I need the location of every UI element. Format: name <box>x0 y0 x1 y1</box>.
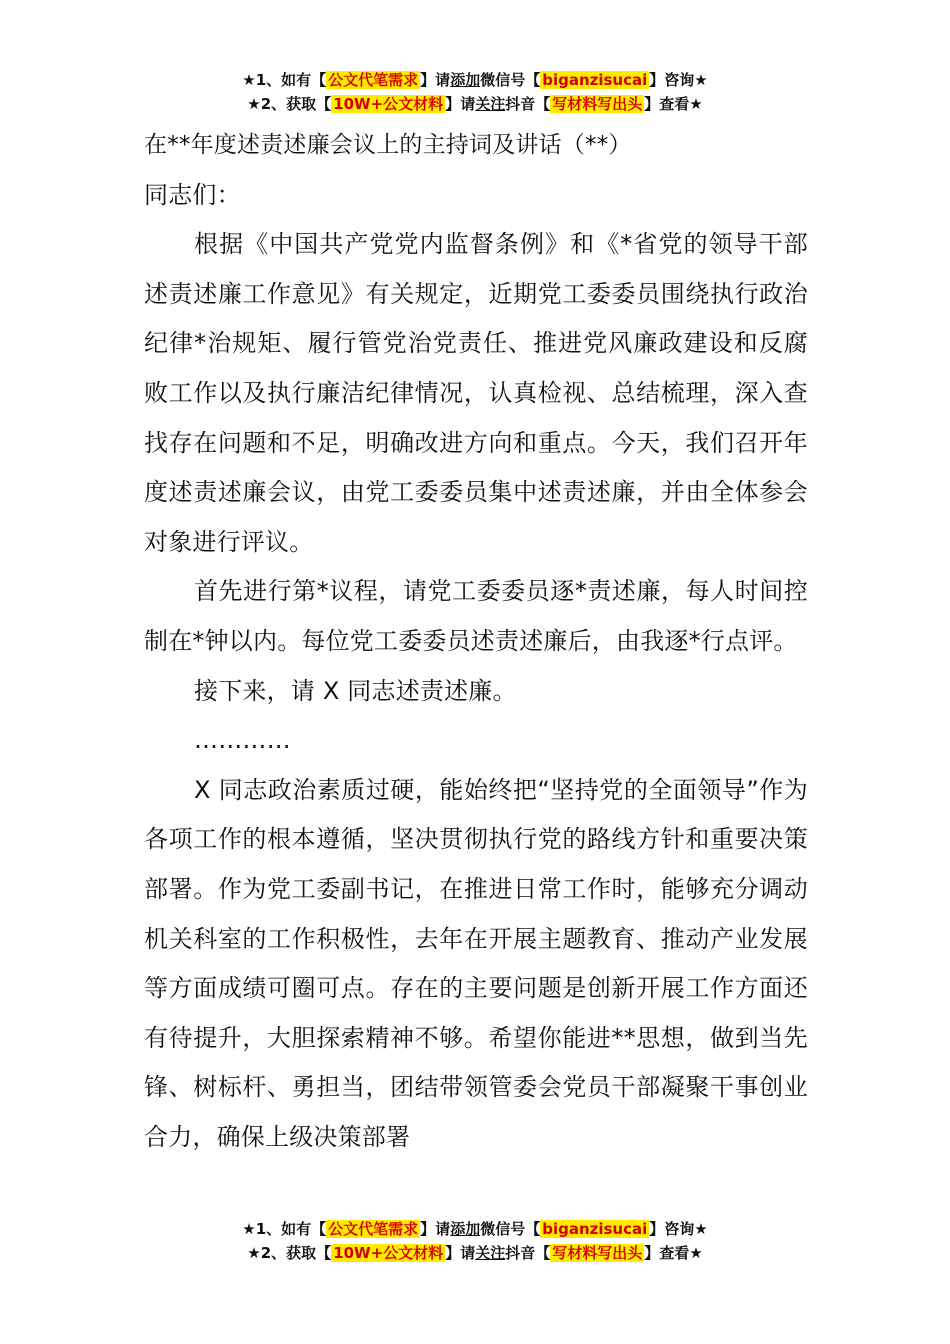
promo-highlight: 10W+公文材料 <box>333 1244 444 1262</box>
promo-line-1 <box>0 1217 950 1241</box>
promo-douyin-id: 写材料写出头 <box>552 95 643 113</box>
promo-underlined: 关注 <box>475 95 506 113</box>
paragraph: 接下来，请 X 同志述责述廉。 <box>194 676 517 705</box>
promo-line-2 <box>0 1241 950 1265</box>
promo-underlined: 关注 <box>475 1244 506 1262</box>
document-title: 在**年度述责述廉会议上的主持词及讲话（**） <box>144 132 632 158</box>
promo-wechat-id: biganzisucai <box>542 1220 648 1238</box>
promo-footer <box>0 1217 950 1265</box>
promo-line-2 <box>0 92 950 116</box>
promo-text: 抖音【 <box>505 1244 551 1262</box>
promo-text: 】请 <box>420 71 451 89</box>
promo-text: 】查看★ <box>644 1244 703 1262</box>
promo-text: 】查看★ <box>644 95 703 113</box>
promo-header <box>0 68 950 116</box>
promo-highlight: 10W+公文材料 <box>333 95 444 113</box>
promo-text: 微信号【 <box>480 71 541 89</box>
promo-text: 】咨询★ <box>649 71 708 89</box>
promo-text: ★1、如有【 <box>242 71 327 89</box>
promo-text: 】咨询★ <box>649 1220 708 1238</box>
salutation: 同志们： <box>144 180 241 209</box>
promo-highlight: 公文代笔需求 <box>328 71 419 89</box>
promo-text: ★1、如有【 <box>242 1220 327 1238</box>
promo-text: ★2、获取【 <box>247 1244 332 1262</box>
promo-underlined: 添加 <box>450 71 481 89</box>
promo-line-1 <box>0 68 950 92</box>
promo-text: 】请 <box>445 1244 476 1262</box>
promo-douyin-id: 写材料写出头 <box>552 1244 643 1262</box>
promo-text: ★2、获取【 <box>247 95 332 113</box>
promo-highlight: 公文代笔需求 <box>328 1220 419 1238</box>
promo-text: 抖音【 <box>505 95 551 113</box>
paragraph: 首先进行第*议程，请党工委委员逐*责述廉，每人时间控制在*钟以内。每位党工委委员述责述廉后，由我逐*行点评。 <box>144 577 808 655</box>
promo-underlined: 添加 <box>450 1220 481 1238</box>
paragraph: X 同志政治素质过硬，能始终把“坚持党的全面领导”作为各项工作的根本遵循，坚决贯彻执行党的路线方针和重要决策部署。作为党工委副书记，在推进日常工作时，能够充分调动机关科室的工作积极性，去年在开展主题教育、推动产业发展等方面成绩可圈可点。存在的主要问题是创新开展工作方面还有待提升，大胆探索精神不够。希望你能进**思想，做到当先锋、树标杆、勇担当，团结带领管委会党员干部凝聚干事创业合力，确保上级决策部署 <box>144 775 808 1151</box>
paragraph: 根据《中国共产党党内监督条例》和《*省党的领导干部述责述廉工作意见》有关规定，近期党工委委员围绕执行政治纪律*治规矩、履行管党治党责任、推进党风廉政建设和反腐败工作以及执行廉洁纪律情况，认真检视、总结梳理，深入查找存在问题和不足，明确改进方向和重点。今天，我们召开年度述责述廉会议，由党工委委员集中述责述廉，并由全体参会对象进行评议。 <box>144 230 808 556</box>
promo-text: 】请 <box>420 1220 451 1238</box>
ellipsis-paragraph: ………… <box>194 726 291 755</box>
document-body <box>144 121 808 1162</box>
promo-text: 微信号【 <box>480 1220 541 1238</box>
promo-text: 】请 <box>445 95 476 113</box>
promo-wechat-id: biganzisucai <box>542 71 648 89</box>
